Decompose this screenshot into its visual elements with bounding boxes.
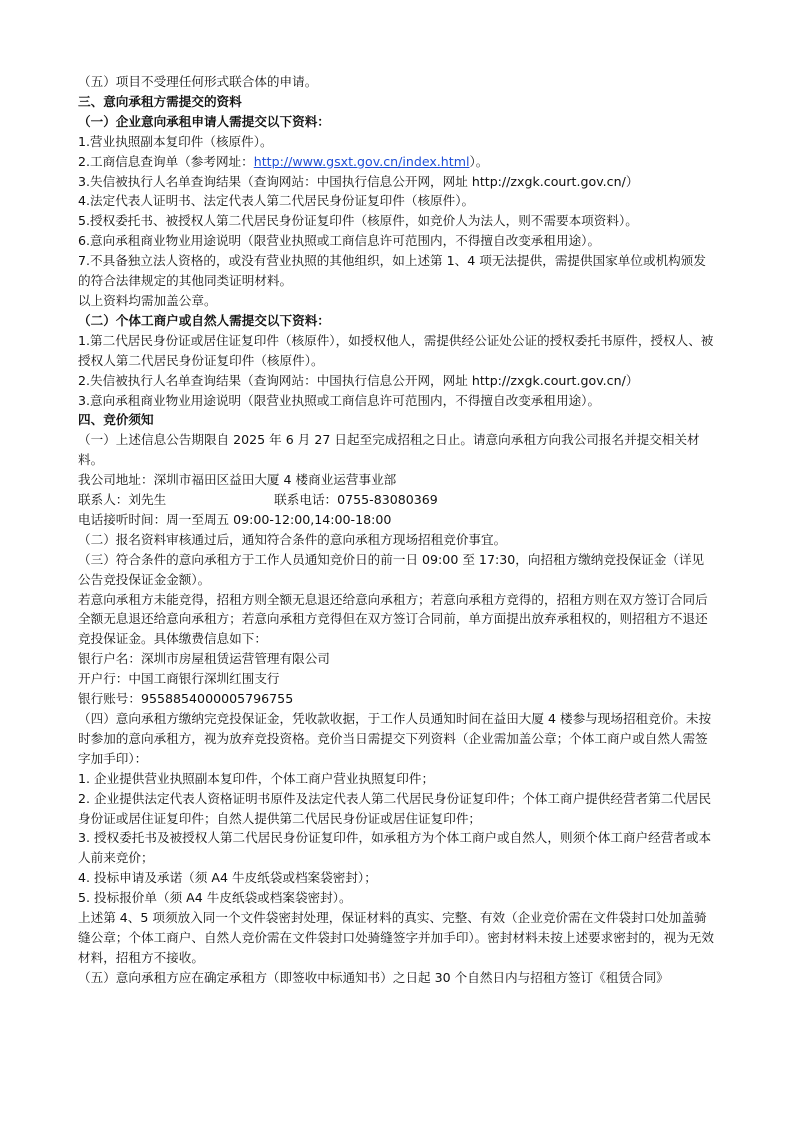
address-line: 我公司地址：深圳市福田区益田大厦 4 楼商业运营事业部 bbox=[78, 472, 397, 488]
list-item: 5.授权委托书、被授权人第二代居民身份证复印件（核原件，如竞价人为法人，则不需要本项资料）。 bbox=[78, 213, 638, 229]
list-item: 2. 企业提供法定代表人资格证明书原件及法定代表人第二代居民身份证复印件；个体工商户提供经营者第二代居民身份证或居住证复印件；自然人提供第二代居民身份证或居住证复印件； bbox=[78, 790, 712, 826]
list-item-text: 2.工商信息查询单（参考网址： bbox=[78, 153, 254, 169]
list-item: 4. 投标申请及承诺（须 A4 牛皮纸袋或档案袋密封）； bbox=[78, 870, 377, 886]
list-item: 6.意向承租商业物业用途说明（限营业执照或工商信息许可范围内，不得擅自改变承租用途）。 bbox=[78, 233, 601, 249]
gsxt-link[interactable]: http://www.gsxt.gov.cn/index.html bbox=[253, 153, 470, 169]
paragraph: 上述第 4、5 项须放入同一个文件袋密封处理，保证材料的真实、完整、有效（企业竞价需在文件袋封口处加盖骑缝公章；个体工商户、自然人竞价需在文件袋封口处骑缝签字并加手印）。密封材料未按上述要求密封的，视为无效材料，招租方不接收。 bbox=[78, 910, 714, 965]
subsection-heading: （二）个体工商户或自然人需提交以下资料： bbox=[78, 312, 330, 328]
text-line: 以上资料均需加盖公章。 bbox=[78, 292, 217, 308]
list-item: 3.意向承租商业物业用途说明（限营业执照或工商信息许可范围内，不得擅自改变承租用途）。 bbox=[78, 392, 601, 408]
list-item: 1. 企业提供营业执照副本复印件，个体工商户营业执照复印件； bbox=[78, 770, 435, 786]
contact-line bbox=[78, 490, 716, 510]
subsection-heading: （一）企业意向承租申请人需提交以下资料： bbox=[78, 113, 330, 129]
hours-line: 电话接听时间：周一至周五 09:00-12:00,14:00-18:00 bbox=[78, 511, 392, 527]
paragraph: （四）意向承租方缴纳完竞投保证金，凭收款收据，于工作人员通知时间在益田大厦 4 楼参与现场招租竞价。未按时参加的意向承租方，视为放弃竞投资格。竞价当日需提交下列资料（企业需加盖公章；个体工商户或自然人需签字加手印）： bbox=[78, 711, 712, 766]
bank-account-line: 银行账号：9558854000005796755 bbox=[78, 691, 294, 707]
list-item: 4.法定代表人证明书、法定代表人第二代居民身份证复印件（核原件）。 bbox=[78, 193, 475, 209]
list-item: 1.营业执照副本复印件（核原件）。 bbox=[78, 133, 273, 149]
contact-phone: 联系电话：0755-83080369 bbox=[274, 492, 438, 508]
section-heading: 四、竞价须知 bbox=[78, 412, 154, 428]
list-item: 2.失信被执行人名单查询结果（查询网站：中国执行信息公开网，网址 http://zxgk.court.gov.cn/） bbox=[78, 372, 639, 388]
list-item: 3.失信被执行人名单查询结果（查询网站：中国执行信息公开网，网址 http://zxgk.court.gov.cn/） bbox=[78, 173, 639, 189]
bank-name-line: 银行户名：深圳市房屋租赁运营管理有限公司 bbox=[78, 651, 330, 667]
paragraph: （一）上述信息公告期限自 2025 年 6 月 27 日起至完成招租之日止。请意向承租方向我公司报名并提交相关材料。 bbox=[78, 432, 700, 468]
list-item: 7.不具备独立法人资格的，或没有营业执照的其他组织，如上述第 1、4 项无法提供，需提供国家单位或机构颁发的符合法律规定的其他同类证明材料。 bbox=[78, 253, 706, 289]
list-item: 1.第二代居民身份证或居住证复印件（核原件），如授权他人，需提供经公证处公证的授权委托书原件，授权人、被授权人第二代居民身份证复印件（核原件）。 bbox=[78, 332, 714, 368]
contact-person: 联系人：刘先生 bbox=[78, 492, 167, 508]
list-item: 3. 授权委托书及被授权人第二代居民身份证复印件，如承租方为个体工商户或自然人，则须个体工商户经营者或本人前来竞价； bbox=[78, 830, 712, 866]
paragraph: （二）报名资料审核通过后，通知符合条件的意向承租方现场招租竞价事宜。 bbox=[78, 531, 507, 547]
bank-branch-line: 开户行：中国工商银行深圳红围支行 bbox=[78, 671, 280, 687]
paragraph: （三）符合条件的意向承租方于工作人员通知竞价日的前一日 09:00 至 17:30，向招租方缴纳竞投保证金（详见公告竞投保证金金额）。 bbox=[78, 551, 705, 587]
text-line: （五）项目不受理任何形式联合体的申请。 bbox=[78, 74, 318, 89]
section-heading: 三、意向承租方需提交的资料 bbox=[78, 93, 242, 109]
paragraph: （五）意向承租方应在确定承租方（即签收中标通知书）之日起 30 个自然日内与招租方签订《租赁合同》 bbox=[78, 969, 669, 985]
paragraph: 若意向承租方未能竞得，招租方则全额无息退还给意向承租方；若意向承租方竞得的，招租方则在双方签订合同后全额无息退还给意向承租方；若意向承租方竞得但在双方签订合同前，单方面提出放弃承租权的，则招租方不退还竞投保证金。具体缴费信息如下： bbox=[78, 591, 708, 647]
list-item: 5. 投标报价单（须 A4 牛皮纸袋或档案袋密封）。 bbox=[78, 890, 352, 906]
list-item bbox=[78, 152, 716, 172]
list-item-text: ）。 bbox=[469, 153, 489, 169]
